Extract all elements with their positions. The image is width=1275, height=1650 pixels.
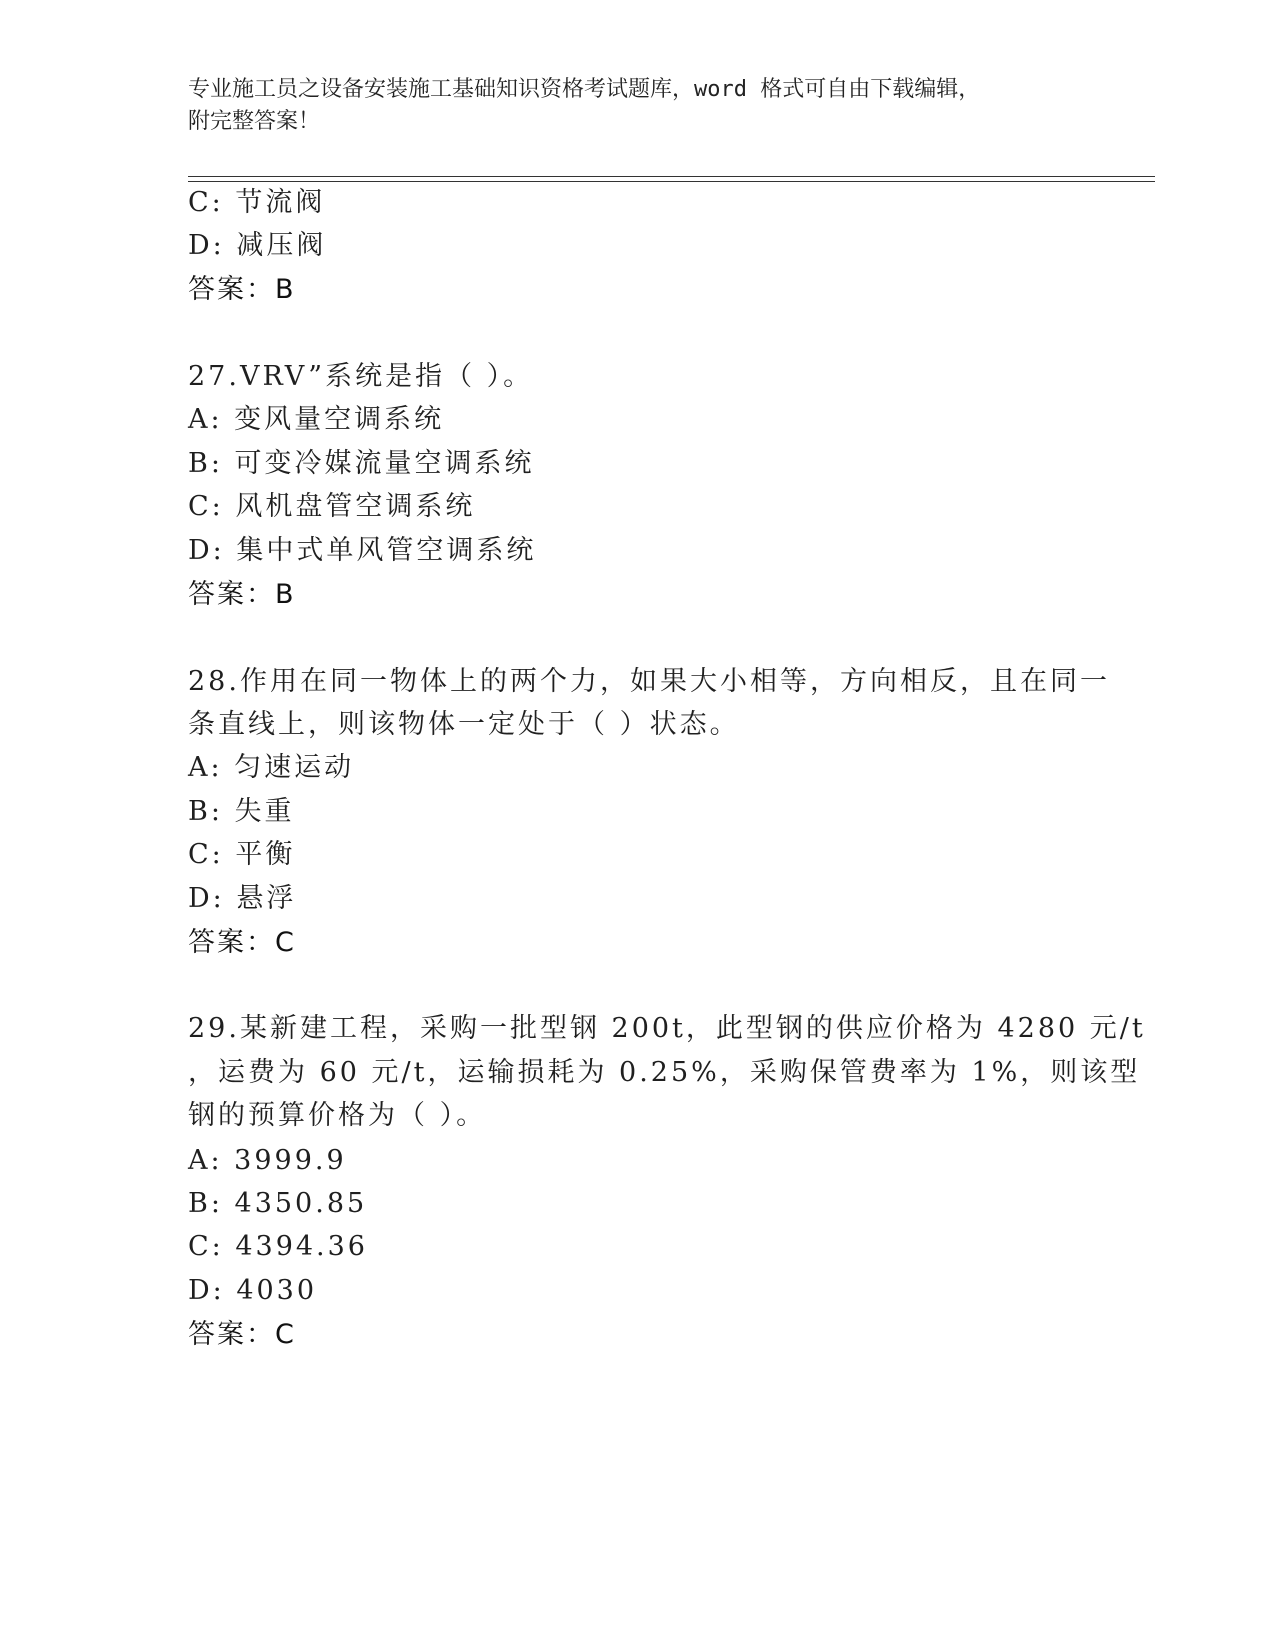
option-b: B: 失重 <box>188 796 295 827</box>
question-stem-28-line-2: 条直线上，则该物体一定处于（ ）状态。 <box>188 709 740 740</box>
question-stem-29-line-3: 钢的预算价格为（ ）。 <box>188 1100 487 1131</box>
question-stem-29-line-1: 29.某新建工程，采购一批型钢 200t，此型钢的供应价格为 4280 元/t <box>188 1013 1146 1044</box>
option-d: D: 集中式单风管空调系统 <box>188 535 537 566</box>
option-a: A: 变风量空调系统 <box>188 404 445 435</box>
answer-line: 答案：B <box>188 579 296 610</box>
option-d: D: 4030 <box>188 1275 318 1306</box>
question-stem-28-line-1: 28.作用在同一物体上的两个力，如果大小相等，方向相反，且在同一 <box>188 666 1110 697</box>
header-line-2: 附完整答案！ <box>188 109 321 134</box>
option-b: B: 4350.85 <box>188 1188 368 1219</box>
header-divider-bottom <box>188 181 1155 182</box>
question-stem-27: 27.VRV”系统是指（ ）。 <box>188 361 534 392</box>
document-header <box>188 74 1088 138</box>
answer-line: 答案：C <box>188 1319 296 1350</box>
option-c: C: 平衡 <box>188 839 296 870</box>
option-c: C: 风机盘管空调系统 <box>188 491 476 522</box>
option-d: D: 悬浮 <box>188 883 297 914</box>
header-divider-top <box>188 176 1155 177</box>
option-a: A: 匀速运动 <box>188 752 355 783</box>
answer-line: 答案：B <box>188 274 296 305</box>
option-c: C: 节流阀 <box>188 187 326 218</box>
header-line-1: 专业施工员之设备安装施工基础知识资格考试题库，word 格式可自由下载编辑， <box>188 77 981 102</box>
option-a: A: 3999.9 <box>188 1145 347 1176</box>
answer-line: 答案：C <box>188 927 296 958</box>
question-stem-29-line-2: ，运费为 60 元/t，运输损耗为 0.25%，采购保管费率为 1%，则该型 <box>188 1057 1141 1088</box>
option-d: D: 减压阀 <box>188 230 327 261</box>
option-c: C: 4394.36 <box>188 1231 368 1262</box>
option-b: B: 可变冷媒流量空调系统 <box>188 448 535 479</box>
